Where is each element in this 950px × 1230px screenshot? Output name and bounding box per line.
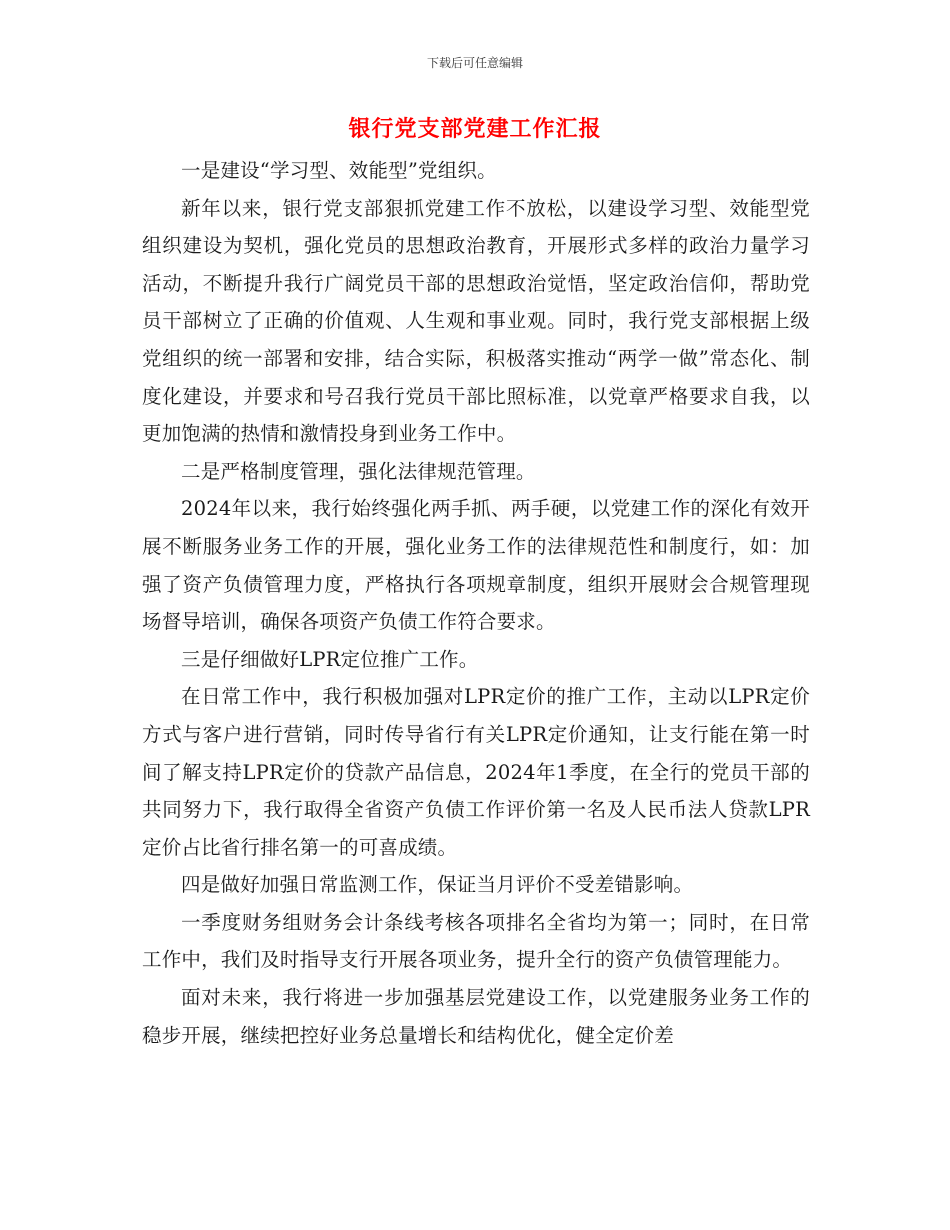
- paragraph: 一季度财务组财务会计条线考核各项排名全省均为第一；同时，在日常工作中，我们及时指导支行开展各项业务，提升全行的资产负债管理能力。: [142, 910, 810, 972]
- page-header-note: 下载后可任意编辑: [426, 56, 523, 70]
- paragraph: 在日常工作中，我行积极加强对LPR定价的推广工作，主动以LPR定价方式与客户进行营销，同时传导省行有关LPR定价通知，让支行能在第一时间了解支持LPR定价的贷款产品信息，2024年1季度，在全行的党员干部的共同努力下，我行取得全省资产负债工作评价第一名及人民币法人贷款LPR定价占比省行排名第一的可喜成绩。: [142, 685, 810, 859]
- document-title: 银行党支部党建工作汇报: [348, 117, 602, 142]
- paragraph: 面对未来，我行将进一步加强基层党建设工作，以党建服务业务工作的稳步开展，继续把控好业务总量增长和结构优化，健全定价差: [142, 986, 810, 1047]
- paragraph: 二是严格制度管理，强化法律规范管理。: [181, 459, 536, 483]
- paragraph: 2024年以来，我行始终强化两手抓、两手硬，以党建工作的深化有效开展不断服务业务工作的开展，强化业务工作的法律规范性和制度行，如：加强了资产负债管理力度，严格执行各项规章制度，组织开展财会合规管理现场督导培训，确保各项资产负债工作符合要求。: [142, 497, 810, 634]
- paragraph: 一是建设“学习型、效能型”党组织。: [181, 159, 497, 182]
- paragraph: 新年以来，银行党支部狠抓党建工作不放松，以建设学习型、效能型党组织建设为契机，强化党员的思想政治教育，开展形式多样的政治力量学习活动，不断提升我行广阔党员干部的思想政治觉悟，坚定政治信仰，帮助党员干部树立了正确的价值观、人生观和事业观。同时，我行党支部根据上级党组织的统一部署和安排，结合实际，积极落实推动“两学一做”常态化、制度化建设，并要求和号召我行党员干部比照标准，以党章严格要求自我，以更加饱满的热情和激情投身到业务工作中。: [142, 196, 810, 446]
- paragraph: 四是做好加强日常监测工作，保证当月评价不受差错影响。: [181, 873, 694, 897]
- document-body: [142, 152, 810, 1054]
- paragraph: 三是仔细做好LPR定位推广工作。: [181, 647, 479, 671]
